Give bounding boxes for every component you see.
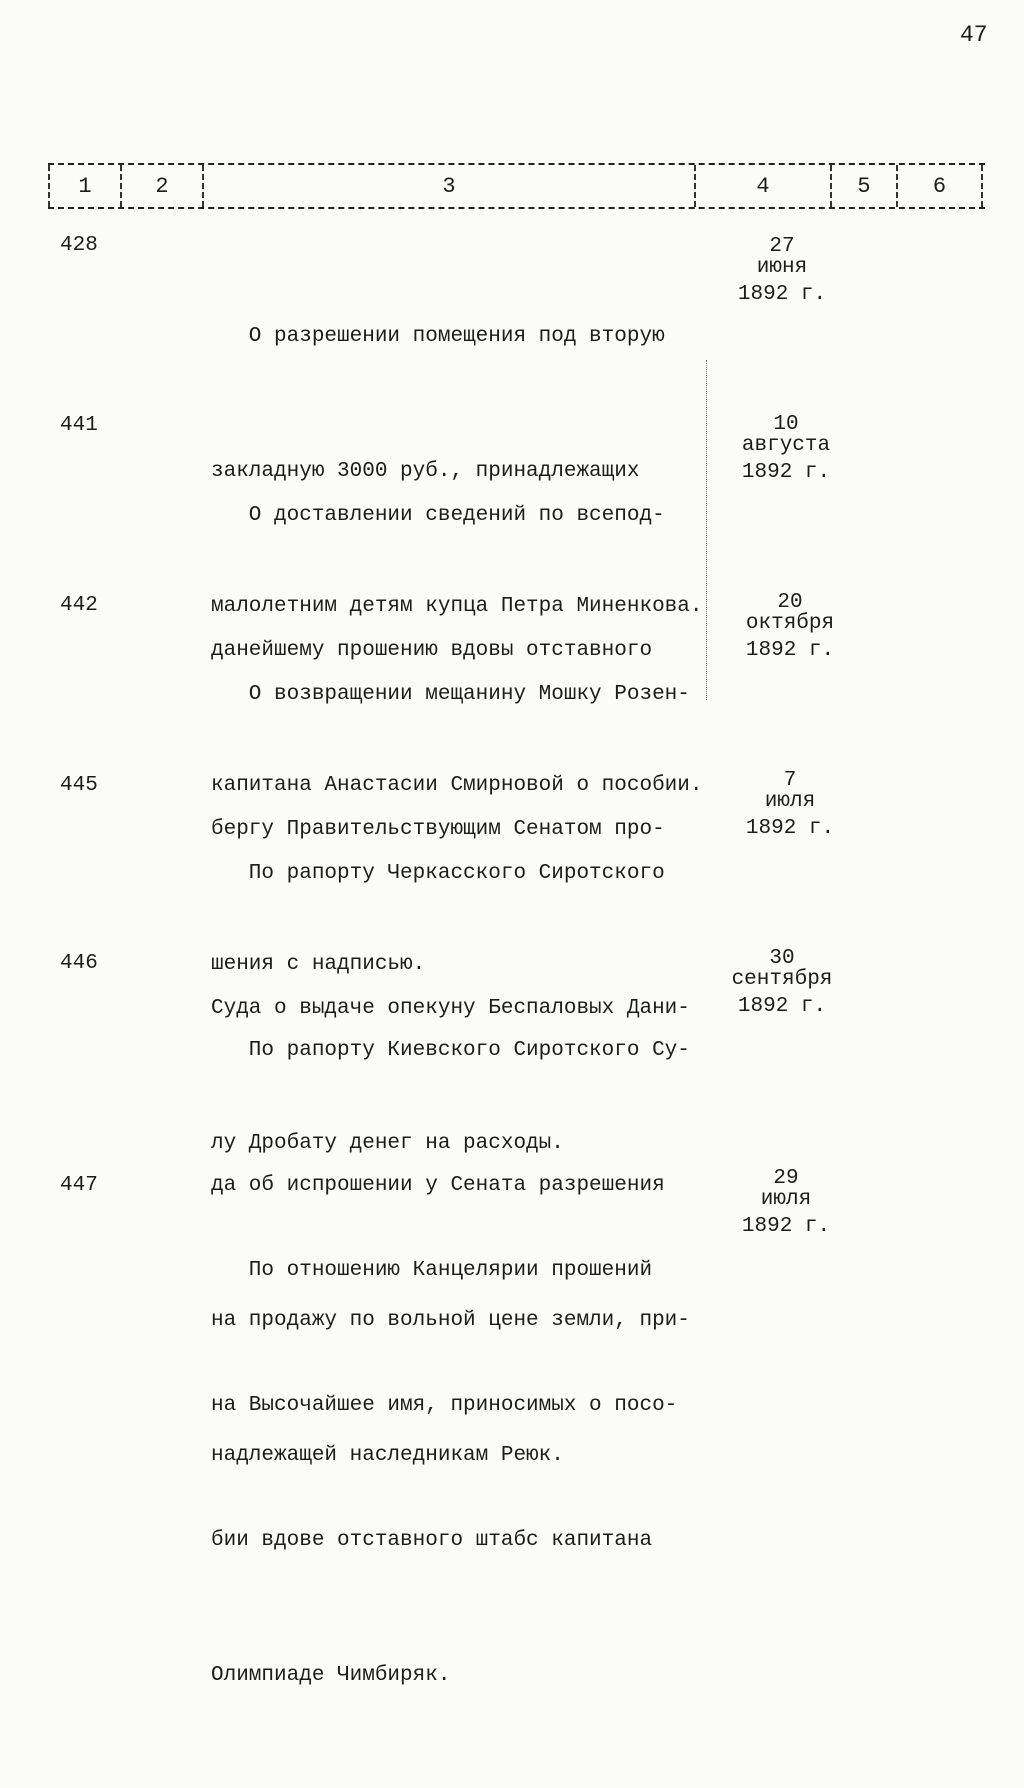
column-header-1: 1 — [48, 165, 120, 207]
entry-date — [716, 1168, 856, 1244]
entry-line: О доставлении сведений по всепод- — [211, 504, 665, 527]
entry-line: данейшему прошению вдовы отставного — [211, 639, 653, 662]
entry-date — [716, 414, 856, 490]
entry-line: шения с надписью. — [211, 953, 426, 976]
date-day: 20 — [777, 591, 803, 614]
date-month: июня — [756, 256, 808, 279]
column-header-3: 3 — [202, 165, 694, 207]
entry-line: бии вдове отставного штабс капитана — [211, 1529, 653, 1552]
date-year: 1892 г. — [741, 1215, 831, 1238]
column-header-4: 4 — [694, 165, 830, 207]
entry-line: малолетним детям купца Петра Миненкова. — [211, 595, 703, 618]
entry-line: на Высочайшее имя, приносимых о посо- — [211, 1394, 678, 1417]
entry-number: 428 — [60, 234, 98, 257]
entry-line: капитана Анастасии Смирновой о пособии. — [211, 774, 703, 797]
date-day: 27 — [769, 235, 795, 258]
entry-date — [712, 948, 852, 1024]
entry-number: 447 — [60, 1174, 98, 1197]
entry-line: да об испрошении у Сената разрешения — [211, 1174, 665, 1197]
date-day: 30 — [769, 947, 795, 970]
entry-line: лу Дробату денег на расходы. — [211, 1132, 564, 1155]
date-year: 1892 г. — [737, 283, 827, 306]
entry-number: 441 — [60, 414, 98, 437]
date-month: июля — [764, 790, 816, 813]
date-month: августа — [741, 434, 831, 457]
entry-line: на продажу по вольной цене земли, при- — [211, 1309, 690, 1332]
column-header-2: 2 — [120, 165, 202, 207]
column-header-5: 5 — [830, 165, 896, 207]
date-year: 1892 г. — [745, 817, 835, 840]
date-day: 7 — [783, 769, 797, 792]
entry-line: О возвращении мещанину Мошку Розен- — [211, 683, 690, 706]
page-number: 47 — [960, 22, 988, 48]
date-year: 1892 г. — [737, 995, 827, 1018]
date-year: 1892 г. — [741, 461, 831, 484]
table-header — [48, 163, 985, 209]
date-month: сентября — [731, 968, 833, 991]
column-header-6: 6 — [896, 165, 983, 207]
entry-number: 445 — [60, 774, 98, 797]
entry-date — [712, 236, 852, 312]
entry-line: Олимпиаде Чимбиряк. — [211, 1664, 451, 1687]
entry-text — [211, 1158, 751, 1788]
entry-line: По рапорту Киевского Сиротского Су- — [211, 1039, 690, 1062]
entry-number: 442 — [60, 594, 98, 617]
entry-line: О разрешении помещения под вторую — [211, 325, 665, 348]
entry-line: надлежащей наследникам Реюк. — [211, 1444, 564, 1467]
date-month: июля — [760, 1188, 812, 1211]
entry-line: закладную 3000 руб., принадлежащих — [211, 460, 640, 483]
date-month: октября — [745, 612, 835, 635]
entry-date — [720, 592, 860, 668]
entry-number: 446 — [60, 952, 98, 975]
entry-line: По рапорту Черкасского Сиротского — [211, 862, 665, 885]
date-day: 29 — [773, 1167, 799, 1190]
date-year: 1892 г. — [745, 639, 835, 662]
entry-line: бергу Правительствующим Сенатом про- — [211, 818, 665, 841]
entry-line: Суда о выдаче опекуну Беспаловых Дани- — [211, 997, 690, 1020]
date-day: 10 — [773, 413, 799, 436]
entry-line: По отношению Канцелярии прошений — [211, 1259, 653, 1282]
entry-date — [720, 770, 860, 846]
